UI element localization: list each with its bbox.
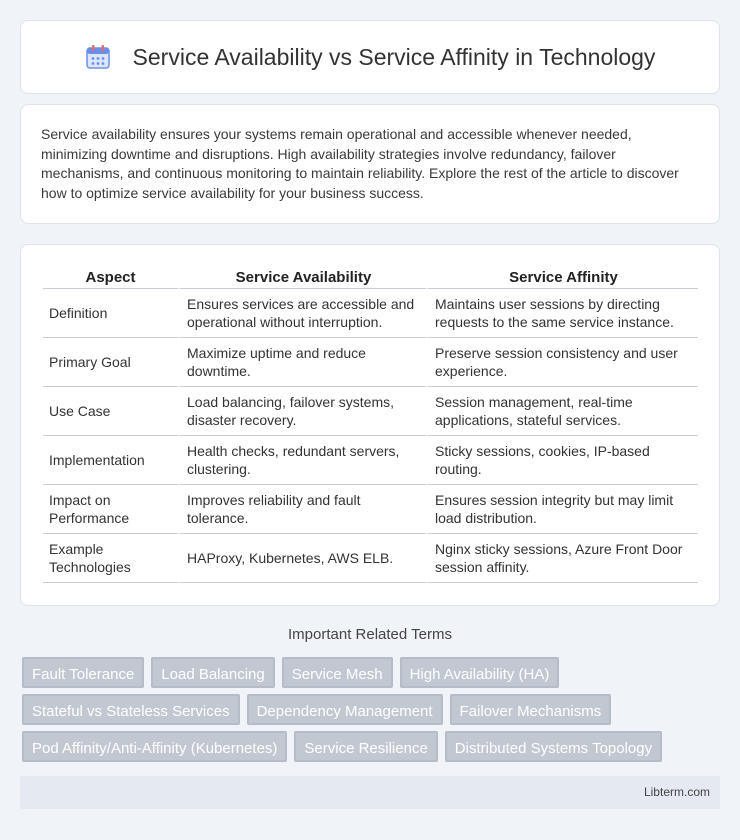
row-aspect: Example Technologies [43,534,178,583]
row-availability: Health checks, redundant servers, clustering. [178,436,426,485]
row-affinity: Ensures session integrity but may limit load distribution. [426,485,698,534]
related-term-tag[interactable]: Service Resilience [294,731,437,762]
related-term-tag[interactable]: Fault Tolerance [22,657,144,688]
title-card [20,20,720,94]
related-term-tag[interactable]: Pod Affinity/Anti-Affinity (Kubernetes) [22,731,287,762]
row-aspect: Impact on Performance [43,485,178,534]
row-availability: Load balancing, failover systems, disaster recovery. [178,387,426,436]
related-term-tag[interactable]: Service Mesh [282,657,393,688]
calendar-icon [85,44,111,70]
table-row [43,338,698,387]
row-aspect: Definition [43,289,178,338]
row-availability: Ensures services are accessible and operational without interruption. [178,289,426,338]
table-header-row [43,267,698,289]
table-row [43,289,698,338]
row-affinity: Nginx sticky sessions, Azure Front Door session affinity. [426,534,698,583]
row-availability: Maximize uptime and reduce downtime. [178,338,426,387]
comparison-table [43,267,698,583]
row-availability: HAProxy, Kubernetes, AWS ELB. [178,534,426,583]
row-affinity: Sticky sessions, cookies, IP-based routing. [426,436,698,485]
related-term-tag[interactable]: Dependency Management [247,694,443,725]
table-row [43,534,698,583]
row-availability: Improves reliability and fault tolerance. [178,485,426,534]
row-aspect: Primary Goal [43,338,178,387]
related-term-tag[interactable]: Distributed Systems Topology [445,731,662,762]
footer [20,776,720,809]
page-title: Service Availability vs Service Affinity in Technology [132,43,656,70]
table-row [43,387,698,436]
row-affinity: Preserve session consistency and user experience. [426,338,698,387]
intro-card [20,104,720,224]
intro-text: Service availability ensures your systems remain operational and accessible whenever needed, minimizing downtime and disruptions. High availability strategies involve redundancy, failover mechanisms, and continuous monitoring to maintain reliability. Explore the rest of the article to discover how to optimize service availability for your business success. [41,126,679,201]
comparison-table-card [20,244,720,606]
header-service-affinity: Service Affinity [426,267,698,289]
related-term-tag[interactable]: Load Balancing [151,657,274,688]
row-aspect: Implementation [43,436,178,485]
related-terms [22,657,722,768]
row-aspect: Use Case [43,387,178,436]
related-term-tag[interactable]: High Availability (HA) [400,657,560,688]
related-term-tag[interactable]: Failover Mechanisms [450,694,612,725]
related-terms-row [22,694,722,725]
footer-site-link[interactable]: Libterm.com [643,785,710,799]
related-terms-heading: Important Related Terms [288,626,452,643]
table-row [43,485,698,534]
table-row [43,436,698,485]
row-affinity: Session management, real-time applications, stateful services. [426,387,698,436]
related-term-tag[interactable]: Stateful vs Stateless Services [22,694,240,725]
header-service-availability: Service Availability [178,267,426,289]
related-terms-row [22,731,722,762]
row-affinity: Maintains user sessions by directing requests to the same service instance. [426,289,698,338]
related-terms-row [22,657,722,688]
header-aspect: Aspect [43,267,178,289]
